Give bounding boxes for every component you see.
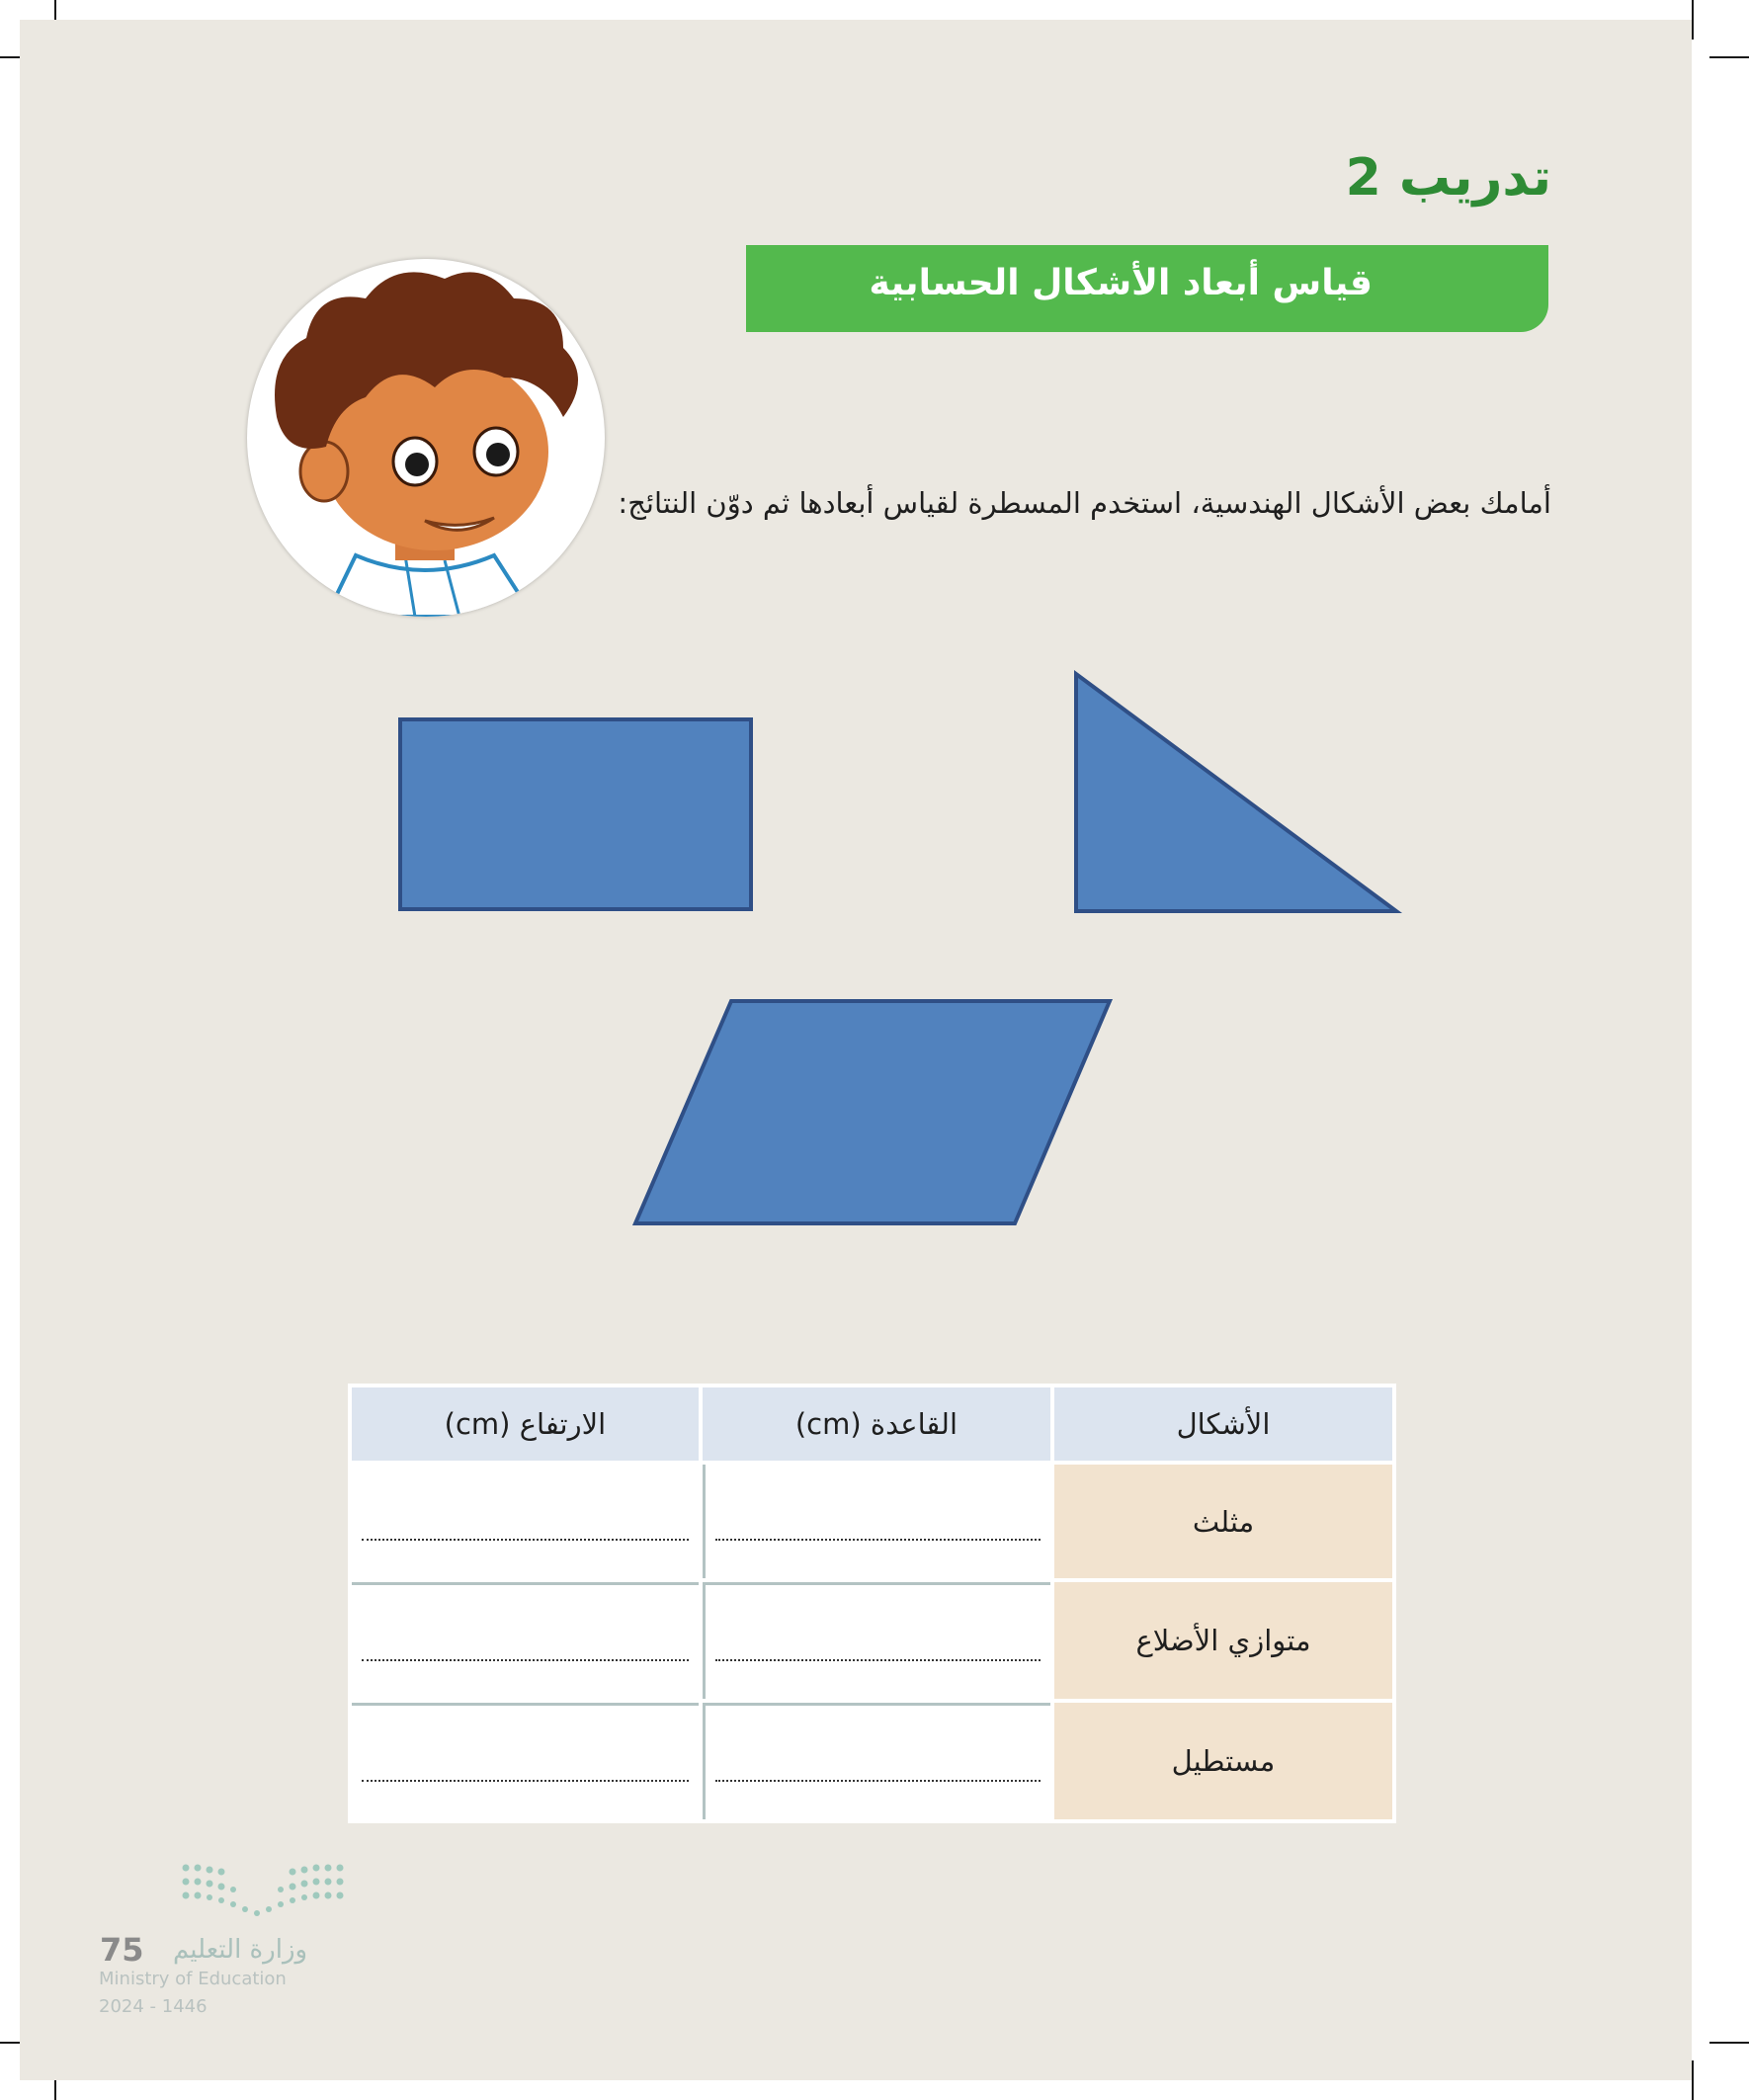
edition-year: 2024 - 1446 bbox=[99, 1996, 208, 2017]
answer-dotted-line bbox=[362, 1659, 689, 1661]
ministry-logo-icon bbox=[99, 1858, 356, 1927]
answer-dotted-line bbox=[715, 1539, 1041, 1541]
shape-name-cell: مستطيل bbox=[1054, 1703, 1392, 1819]
shape-name-cell: متوازي الأضلاع bbox=[1054, 1582, 1392, 1699]
measurements-table bbox=[348, 1384, 1396, 1823]
table-row bbox=[352, 1582, 1392, 1699]
triangle-shape bbox=[1076, 674, 1396, 911]
parallelogram-shape bbox=[635, 1001, 1110, 1223]
instruction-text: أمامك بعض الأشكال الهندسية، استخدم المسطرة لقياس أبعادها ثم دوّن النتائج: bbox=[618, 486, 1551, 520]
banner-text: قياس أبعاد الأشكال الحسابية bbox=[869, 263, 1373, 303]
height-answer-field[interactable] bbox=[352, 1703, 699, 1819]
page-number: 75 bbox=[100, 1931, 144, 1969]
height-answer-field[interactable] bbox=[352, 1465, 699, 1578]
answer-dotted-line bbox=[715, 1659, 1041, 1661]
base-answer-field[interactable] bbox=[703, 1703, 1050, 1819]
ministry-name-arabic: وزارة التعليم bbox=[173, 1935, 308, 1965]
header-shapes: الأشكال bbox=[1054, 1387, 1392, 1461]
base-answer-field[interactable] bbox=[703, 1582, 1050, 1699]
header-base: القاعدة (cm) bbox=[703, 1387, 1050, 1461]
exercise-title: تدريب 2 bbox=[1345, 148, 1551, 208]
shape-name-cell: مثلث bbox=[1054, 1465, 1392, 1578]
answer-dotted-line bbox=[362, 1780, 689, 1782]
base-answer-field[interactable] bbox=[703, 1465, 1050, 1578]
table-row bbox=[352, 1465, 1392, 1578]
table-row bbox=[352, 1703, 1392, 1819]
rectangle-shape bbox=[400, 719, 751, 909]
header-height: الارتفاع (cm) bbox=[352, 1387, 699, 1461]
answer-dotted-line bbox=[715, 1780, 1041, 1782]
answer-dotted-line bbox=[362, 1539, 689, 1541]
crop-mark bbox=[1692, 2060, 1694, 2100]
ministry-name-english: Ministry of Education bbox=[99, 1969, 287, 1989]
crop-mark bbox=[1709, 2042, 1749, 2044]
table-header-row bbox=[352, 1387, 1392, 1461]
height-answer-field[interactable] bbox=[352, 1582, 699, 1699]
